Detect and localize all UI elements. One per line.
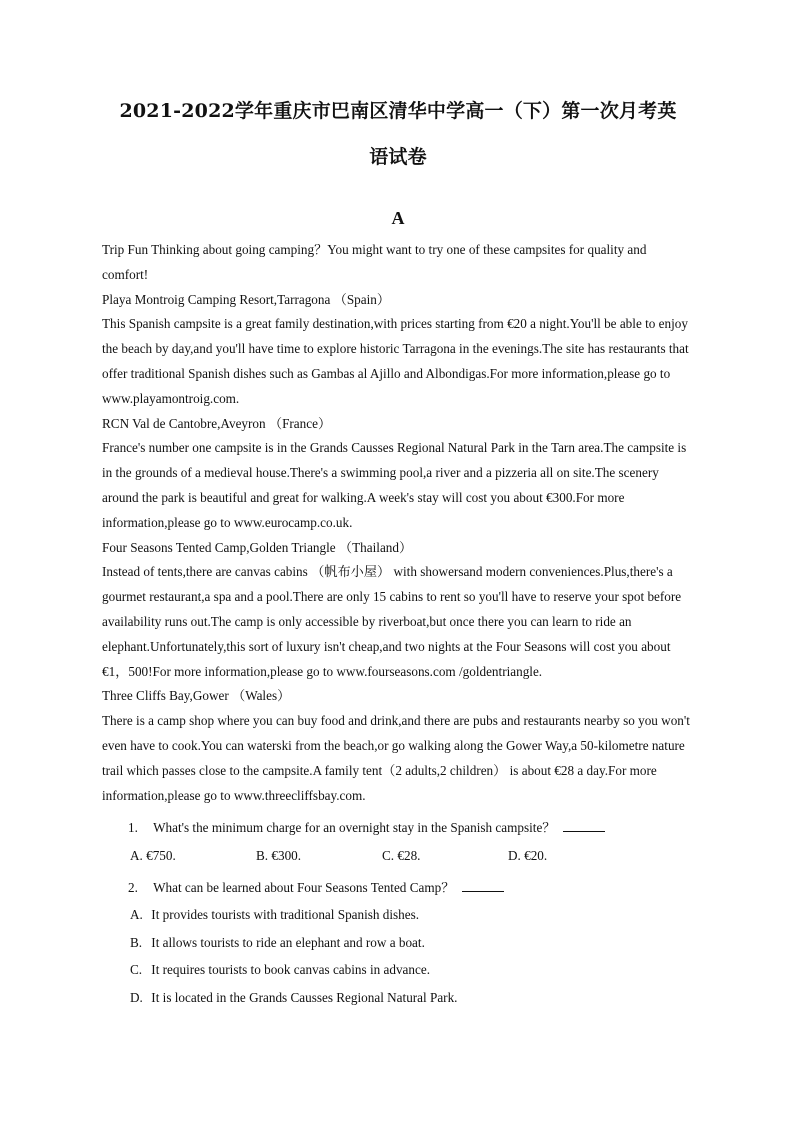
campsite-heading-spain: Playa Montroig Camping Resort,Tarragona （Spain） <box>102 291 391 307</box>
option-c[interactable]: C. €28. <box>382 848 421 864</box>
question-stem <box>128 816 694 840</box>
option-letter: A. <box>130 907 143 923</box>
option-letter: C. <box>130 962 143 978</box>
option-d[interactable]: D. €20. <box>508 848 548 864</box>
page-title <box>102 88 694 180</box>
campsite-text-spain: This Spanish campsite is a great family destination,with prices starting from €20 a night.You'll be able to enjoy the beach by day,and you'll have time to explore historic Tarragona in the evenings.The site has restaurants that offer traditional Spanish dishes such as Gambas al Ajillo and Albondigas.For more information,please go to www.playamontroig.com. <box>102 316 689 406</box>
option-a[interactable]: A. €750. <box>130 848 176 864</box>
option-letter: B. <box>130 934 143 950</box>
answer-blank[interactable] <box>462 879 504 892</box>
reading-passage <box>102 238 694 808</box>
option-text: It is located in the Grands Causses Regional Natural Park. <box>151 989 458 1005</box>
question-number: 1. <box>128 820 138 836</box>
question-2 <box>102 876 694 1010</box>
passage-intro: Trip Fun Thinking about going camping？You might want to try one of these campsites for quality and comfort! <box>102 242 647 282</box>
option-c[interactable] <box>130 958 694 983</box>
title-line-2: 语试卷 <box>369 146 427 168</box>
question-stem <box>128 876 694 900</box>
question-number: 2. <box>128 880 138 896</box>
answer-blank[interactable] <box>563 819 605 832</box>
title-line-1: 2021-2022学年重庆市巴南区清华中学高一（下）第一次月考英 <box>119 100 677 122</box>
question-1 <box>102 816 694 868</box>
option-b[interactable] <box>130 931 694 956</box>
option-text: It allows tourists to ride an elephant and row a boat. <box>151 934 425 950</box>
campsite-text-thailand: Instead of tents,there are canvas cabins （帆布小屋） with showersand modern conveniences.Plus,there's a gourmet restaurant,a spa and a pool.There are only 15 cabins to rent so you'll have to reserve your spot before availability runs out.The camp is only accessible by riverboat,but once there you can learn to ride an elephant.Unfortunately,this sort of luxury isn't cheap,and two nights at the Four Seasons will cost you about €1，500!For more information,please go to www.fourseasons.com /goldentriangle. <box>102 564 682 679</box>
option-text: It requires tourists to book canvas cabins in advance. <box>151 962 430 978</box>
option-letter: D. <box>130 989 143 1005</box>
campsite-heading-wales: Three Cliffs Bay,Gower （Wales） <box>102 688 291 704</box>
option-a[interactable] <box>130 903 694 928</box>
campsite-text-france: France's number one campsite is in the Grands Causses Regional Natural Park in the Tarn area.The campsite is in the grounds of a medieval house.There's a swimming pool,a river and a pizzeria all on site.The scenery around the park is beautiful and great for walking.A week's stay will cost you about €300.For more information,please go to www.eurocamp.co.uk. <box>102 440 687 530</box>
campsite-text-wales: There is a camp shop where you can buy food and drink,and there are pubs and restaurants nearby so you won't even have to cook.You can waterski from the beach,or go walking along the Gower Way,a 50-kilometre nature trail which passes close to the campsite.A family tent（2 adults,2 children） is about €28 a day.For more information,please go to www.threecliffsbay.com. <box>102 713 690 803</box>
option-d[interactable] <box>130 986 694 1011</box>
option-b[interactable]: B. €300. <box>256 848 302 864</box>
question-text: What's the minimum charge for an overnight stay in the Spanish campsite？ <box>153 820 556 836</box>
question-text: What can be learned about Four Seasons Tented Camp？ <box>153 880 455 896</box>
section-label: A <box>391 208 405 228</box>
campsite-heading-france: RCN Val de Cantobre,Aveyron （France） <box>102 415 332 431</box>
option-row <box>130 844 694 868</box>
option-text: It provides tourists with traditional Spanish dishes. <box>151 907 420 923</box>
campsite-heading-thailand: Four Seasons Tented Camp,Golden Triangle （Thailand） <box>102 539 413 555</box>
